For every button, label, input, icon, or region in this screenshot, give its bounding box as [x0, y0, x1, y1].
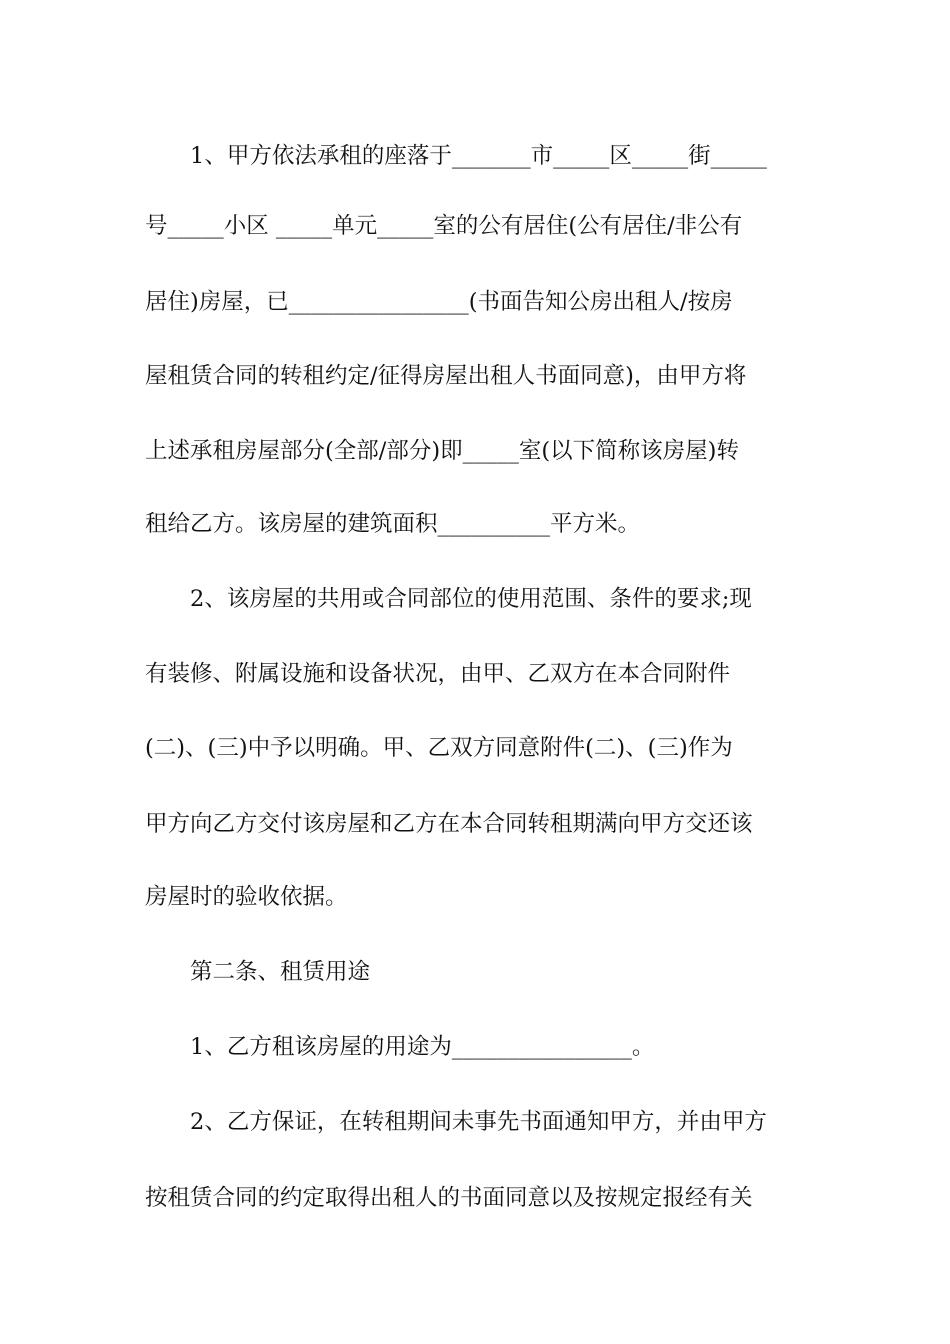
article-2-clause-1: 1、乙方租该房屋的用途为________________。 [190, 1034, 655, 1060]
clause-1-line-6: 租给乙方。该房屋的建筑面积__________平方米。 [145, 511, 641, 537]
clause-2-line-5: 房屋时的验收依据。 [145, 884, 348, 910]
section-heading-article-2: 第二条、租赁用途 [190, 959, 371, 985]
article-2-clause-2-line-2: 按租赁合同的约定取得出租人的书面同意以及按规定报经有关 [145, 1185, 753, 1211]
clause-1-line-4: 屋租赁合同的转租约定/征得房屋出租人书面同意)，由甲方将 [145, 363, 747, 389]
article-2-clause-2-line-1: 2、乙方保证，在转租期间未事先书面通知甲方，并由甲方 [190, 1109, 767, 1135]
clause-2-line-4: 甲方向乙方交付该房屋和乙方在本合同转租期满向甲方交还该 [145, 811, 753, 837]
clause-1-line-3: 居住)房屋，已________________(书面告知公房出租人/按房 [145, 289, 733, 315]
clause-2-line-3: (二)、(三)中予以明确。甲、乙双方同意附件(二)、(三)作为 [145, 735, 733, 761]
clause-1-line-5: 上述承租房屋部分(全部/部分)即_____室(以下简称该房屋)转 [145, 438, 739, 464]
clause-2-line-1: 2、该房屋的共用或合同部位的使用范围、条件的要求;现 [190, 586, 752, 612]
clause-2-line-2: 有装修、附属设施和设备状况，由甲、乙双方在本合同附件 [145, 661, 731, 687]
clause-1-line-1: 1、甲方依法承租的座落于_______市_____区_____街_____ [190, 143, 767, 169]
clause-1-line-2: 号_____小区 _____单元_____室的公有居住(公有居住/非公有 [145, 213, 743, 239]
